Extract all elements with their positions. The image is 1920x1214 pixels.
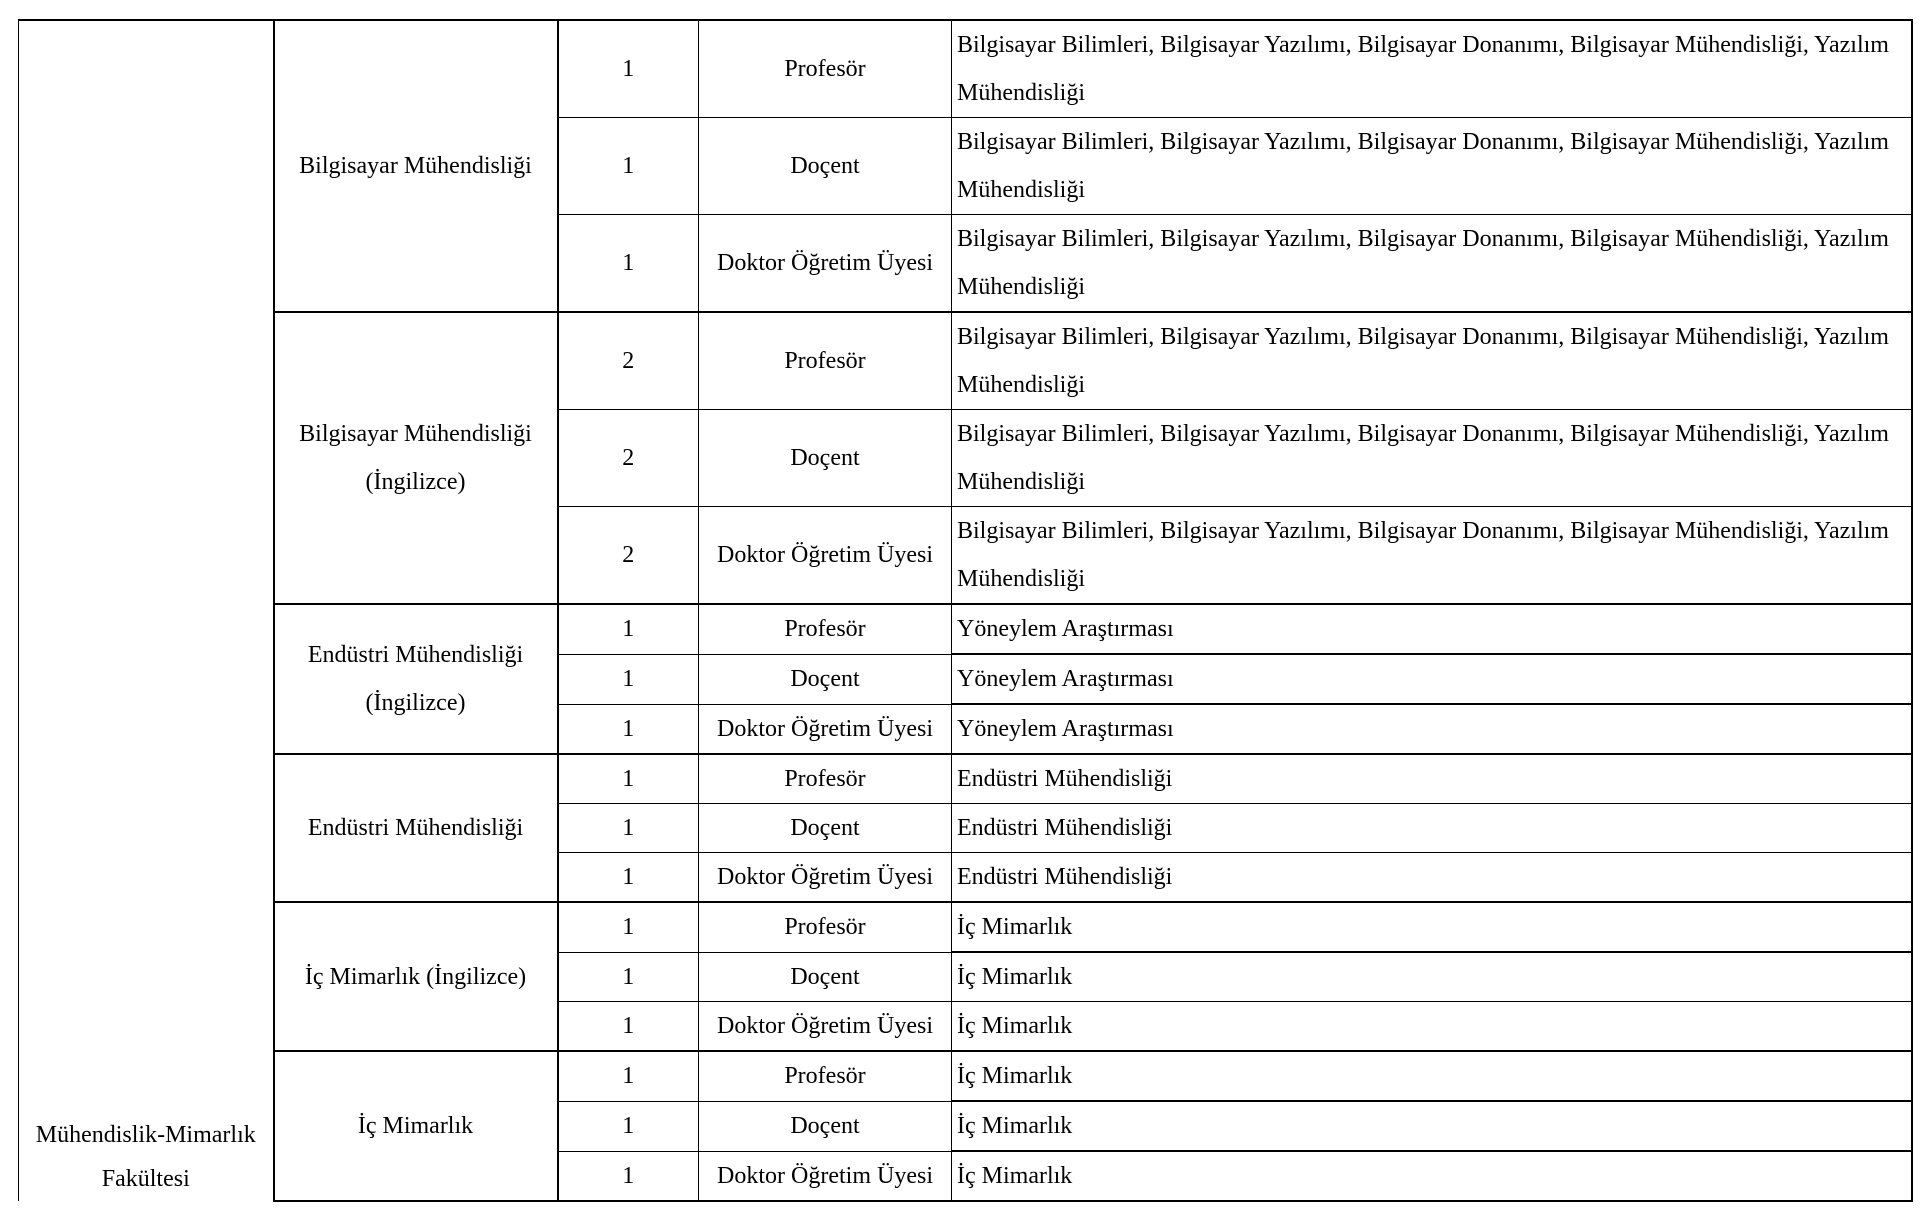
- title-cell: Profesör: [699, 1051, 952, 1101]
- field-cell: İç Mimarlık: [952, 1151, 1912, 1201]
- count-cell: 2: [558, 410, 699, 507]
- title-cell: Doçent: [699, 804, 952, 853]
- title-cell: Doçent: [699, 410, 952, 507]
- title-cell: Doçent: [699, 654, 952, 704]
- count-cell: 1: [558, 952, 699, 1002]
- count-cell: 1: [558, 804, 699, 853]
- title-cell: Doçent: [699, 1101, 952, 1151]
- title-cell: Doktor Öğretim Üyesi: [699, 1151, 952, 1201]
- title-cell: Doktor Öğretim Üyesi: [699, 704, 952, 754]
- count-cell: 1: [558, 754, 699, 804]
- title-cell: Profesör: [699, 754, 952, 804]
- field-cell: Bilgisayar Bilimleri, Bilgisayar Yazılımı, Bilgisayar Donanımı, Bilgisayar Mühendisliği, Yazılım Mühendisliği: [952, 215, 1912, 313]
- title-cell: Doktor Öğretim Üyesi: [699, 853, 952, 903]
- field-cell: Endüstri Mühendisliği: [952, 804, 1912, 853]
- title-cell: Profesör: [699, 604, 952, 654]
- field-cell: İç Mimarlık: [952, 1101, 1912, 1151]
- field-cell: Bilgisayar Bilimleri, Bilgisayar Yazılımı, Bilgisayar Donanımı, Bilgisayar Mühendisliği, Yazılım Mühendisliği: [952, 507, 1912, 605]
- count-cell: 1: [558, 604, 699, 654]
- table-row: [19, 1051, 1912, 1101]
- count-cell: 1: [558, 1002, 699, 1052]
- field-cell: Bilgisayar Bilimleri, Bilgisayar Yazılımı, Bilgisayar Donanımı, Bilgisayar Mühendisliği, Yazılım Mühendisliği: [952, 410, 1912, 507]
- count-cell: 2: [558, 312, 699, 410]
- field-cell: İç Mimarlık: [952, 1002, 1912, 1052]
- department-cell: Endüstri Mühendisliği (İngilizce): [274, 604, 558, 754]
- table-row: [19, 604, 1912, 654]
- table-row: [19, 902, 1912, 952]
- field-cell: Bilgisayar Bilimleri, Bilgisayar Yazılımı, Bilgisayar Donanımı, Bilgisayar Mühendisliği, Yazılım Mühendisliği: [952, 312, 1912, 410]
- count-cell: 2: [558, 507, 699, 605]
- title-cell: Doçent: [699, 118, 952, 215]
- count-cell: 1: [558, 20, 699, 118]
- department-cell: Endüstri Mühendisliği: [274, 754, 558, 902]
- title-cell: Doktor Öğretim Üyesi: [699, 1002, 952, 1052]
- field-cell: Yöneylem Araştırması: [952, 704, 1912, 754]
- field-cell: Bilgisayar Bilimleri, Bilgisayar Yazılımı, Bilgisayar Donanımı, Bilgisayar Mühendisliği, Yazılım Mühendisliği: [952, 20, 1912, 118]
- field-cell: Endüstri Mühendisliği: [952, 853, 1912, 903]
- field-cell: Yöneylem Araştırması: [952, 654, 1912, 704]
- faculty-cell: Mühendislik-Mimarlık Fakültesi: [19, 20, 274, 1201]
- department-cell: Bilgisayar Mühendisliği (İngilizce): [274, 312, 558, 604]
- table-row: [19, 20, 1912, 118]
- field-cell: Yöneylem Araştırması: [952, 604, 1912, 654]
- title-cell: Doçent: [699, 952, 952, 1002]
- title-cell: Profesör: [699, 312, 952, 410]
- table-row: [19, 312, 1912, 410]
- count-cell: 1: [558, 118, 699, 215]
- table-row: [19, 754, 1912, 804]
- department-cell: İç Mimarlık (İngilizce): [274, 902, 558, 1051]
- count-cell: 1: [558, 215, 699, 313]
- count-cell: 1: [558, 1151, 699, 1201]
- title-cell: Doktor Öğretim Üyesi: [699, 507, 952, 605]
- title-cell: Profesör: [699, 902, 952, 952]
- count-cell: 1: [558, 853, 699, 903]
- department-cell: Bilgisayar Mühendisliği: [274, 20, 558, 312]
- count-cell: 1: [558, 654, 699, 704]
- field-cell: İç Mimarlık: [952, 952, 1912, 1002]
- field-cell: Bilgisayar Bilimleri, Bilgisayar Yazılımı, Bilgisayar Donanımı, Bilgisayar Mühendisliği, Yazılım Mühendisliği: [952, 118, 1912, 215]
- field-cell: Endüstri Mühendisliği: [952, 754, 1912, 804]
- count-cell: 1: [558, 704, 699, 754]
- count-cell: 1: [558, 1051, 699, 1101]
- field-cell: İç Mimarlık: [952, 1051, 1912, 1101]
- faculty-positions-table: [18, 19, 1913, 1202]
- count-cell: 1: [558, 902, 699, 952]
- title-cell: Profesör: [699, 20, 952, 118]
- title-cell: Doktor Öğretim Üyesi: [699, 215, 952, 313]
- department-cell: İç Mimarlık: [274, 1051, 558, 1201]
- count-cell: 1: [558, 1101, 699, 1151]
- field-cell: İç Mimarlık: [952, 902, 1912, 952]
